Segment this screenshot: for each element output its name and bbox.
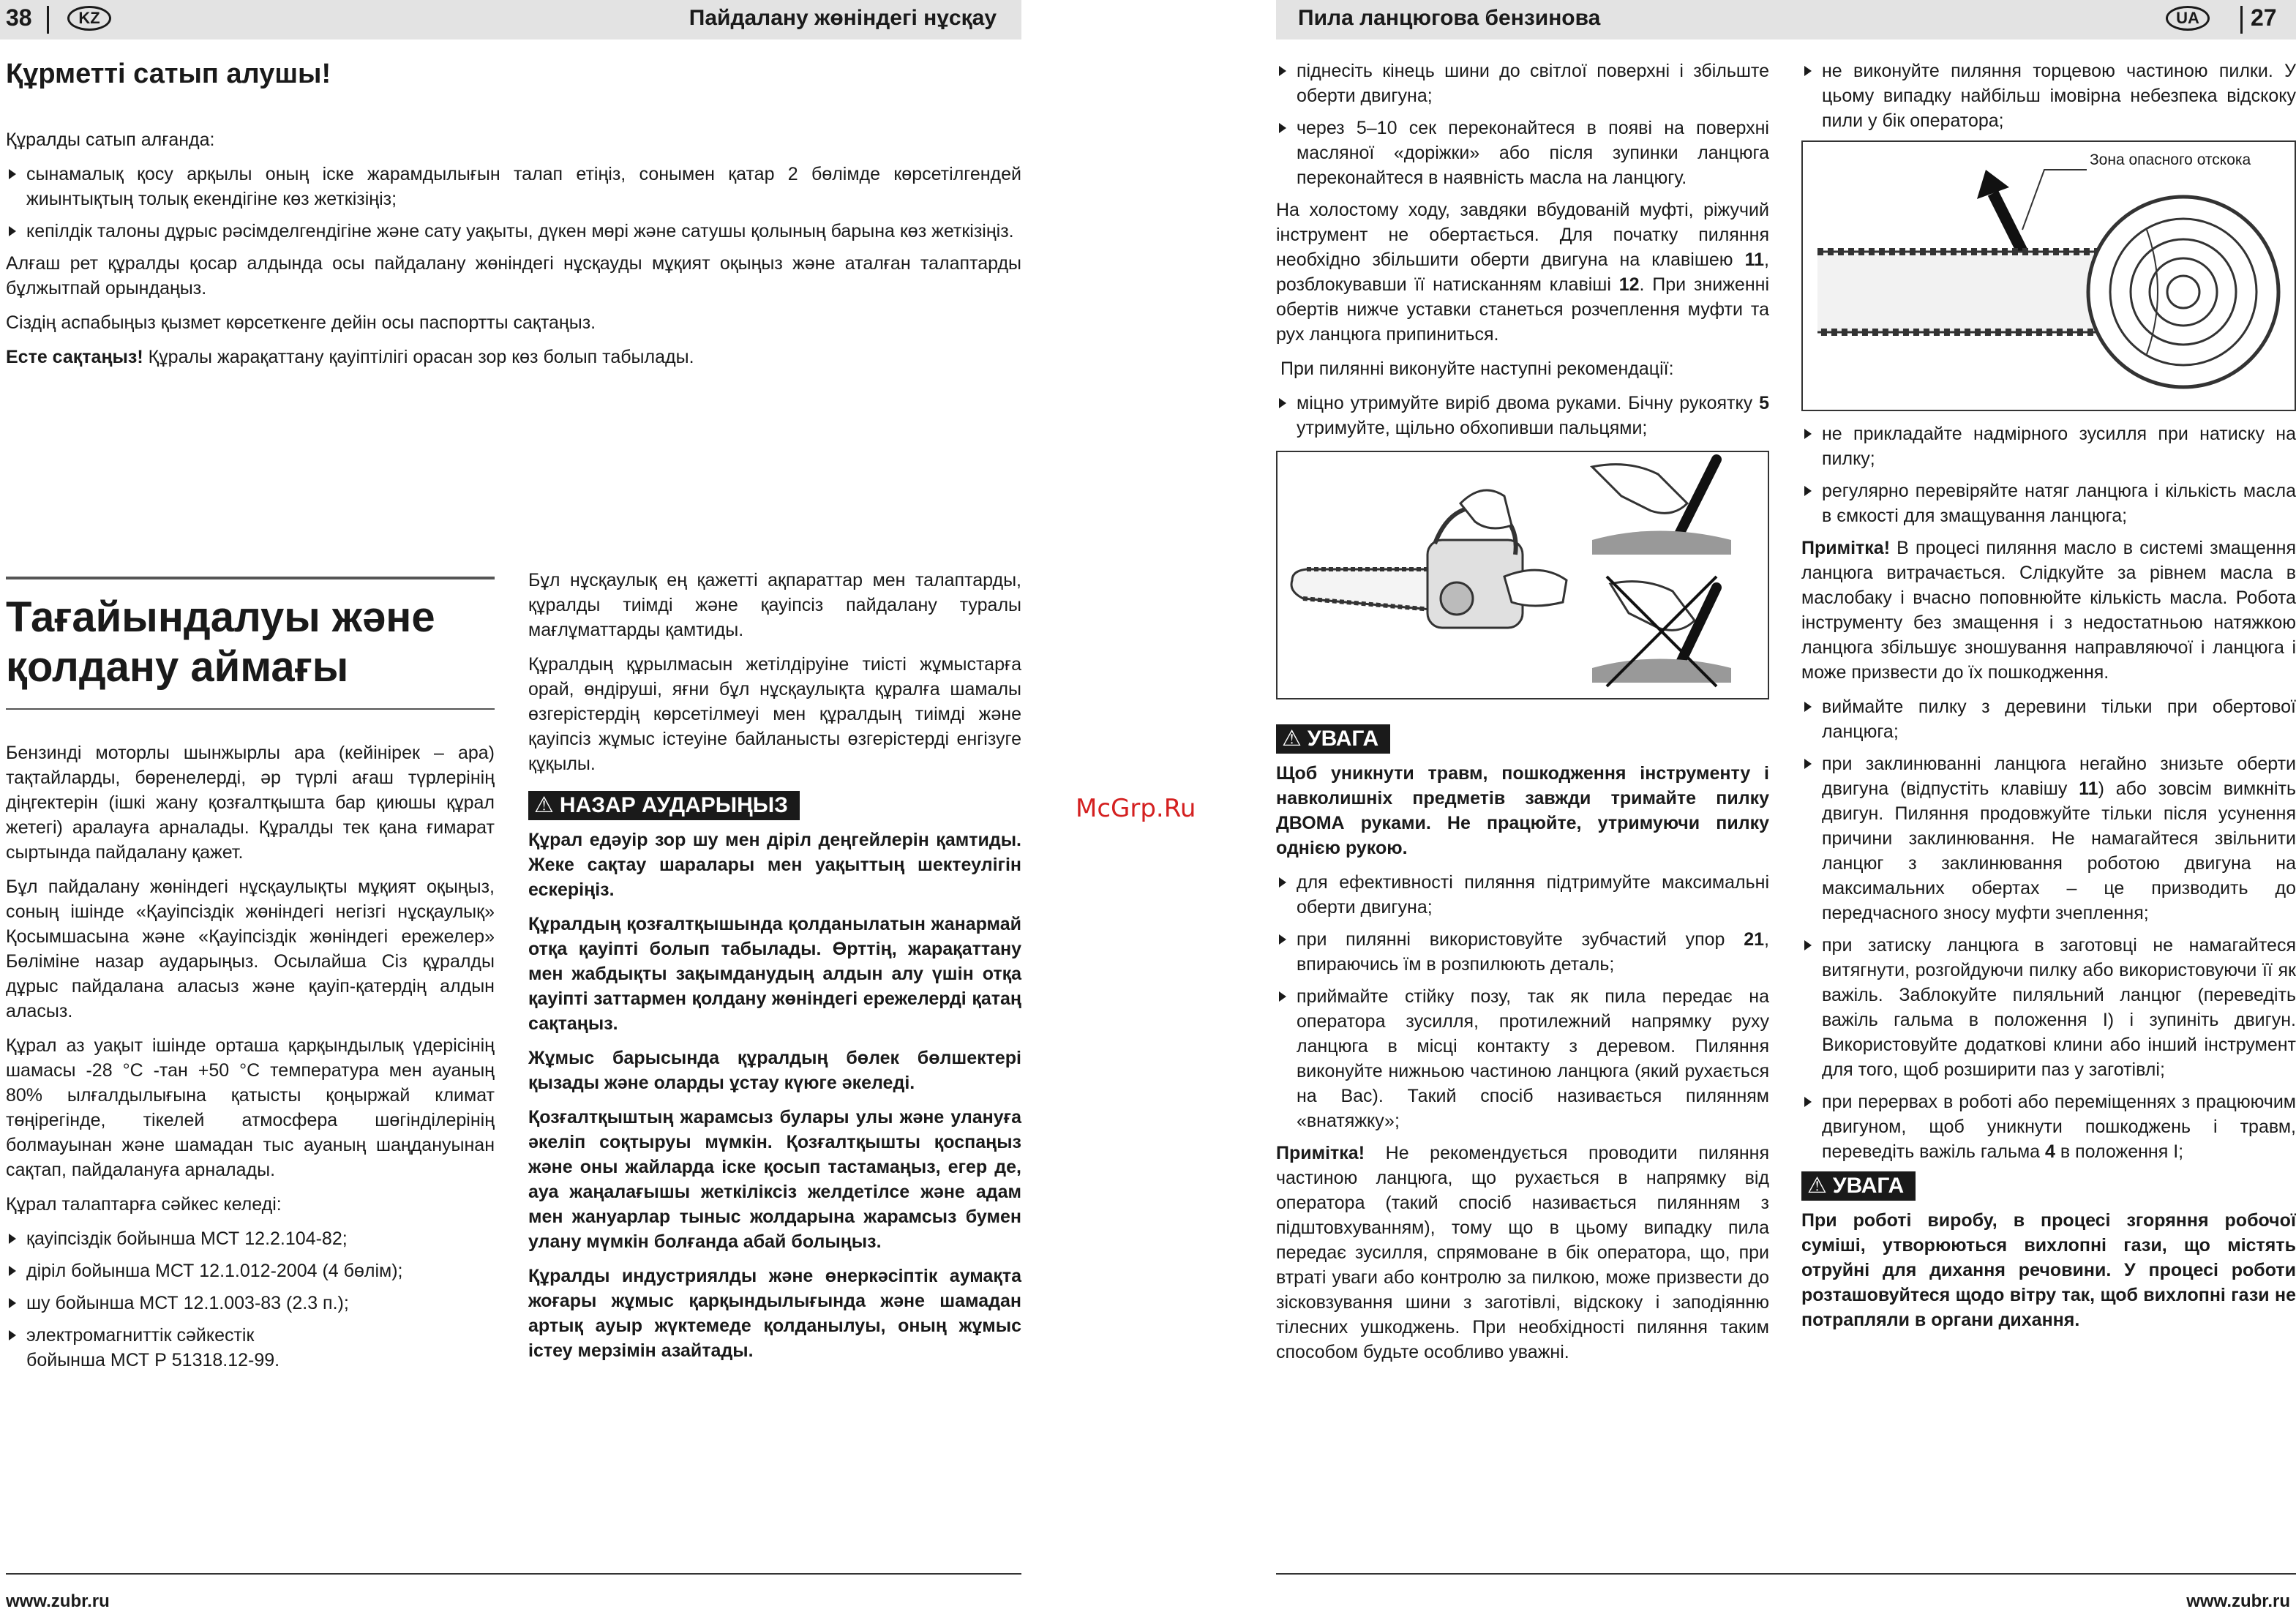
- warning-badge: [528, 791, 800, 820]
- warning-triangle-icon: ⚠: [1282, 727, 1302, 751]
- purpose-paragraph: Құрал аз уақыт ішінде орташа қарқындылық үдерісінің шамасы -28 °C -тан +50 °C температура мен ауаның 80% ылғалдылығына қатысты қоңыржай климат төңірегінде, тікелей атмосфера шөгінділерінің болмауынан және шамадан тыс ауаның шаңдануынан сақтап, пайдалануға арналады.: [6, 1035, 495, 1180]
- left-page-number: 38: [6, 4, 32, 31]
- standard-item: электромагниттік сәйкестік бойынша МСТ Р 51318.12-99.: [6, 1323, 495, 1373]
- text-run: На холостому ходу, завдяки вбудованій муфті, ріжучий інструмент не обертається. Для початку пиляння необхідно збільшити оберти двигуна на клавішею: [1276, 200, 1769, 270]
- section-title-line-2: қолдану аймағы: [6, 643, 349, 691]
- key-ref: 11: [1744, 250, 1765, 270]
- standards-list: [6, 1226, 495, 1373]
- instruction-bullet: виймайте пилку з деревини тільки при обертової ланцюга;: [1801, 694, 2296, 744]
- instruction-bullet: не прикладайте надмірного зусилля при натиску на пилку;: [1801, 421, 2296, 471]
- left-header-title: Пайдалану жөніндегі нұсқау: [689, 6, 997, 30]
- warning-triangle-icon: ⚠: [534, 793, 554, 817]
- warning-badge: [1276, 724, 1390, 754]
- note-text: В процесі пиляння масло в системі змащення ланцюга витрачається. Слідкуйте за рівнем масла в маслобаку і вчасно поповнюйте кількість масла. Робота інструменту без змащення і з недостатньою натяжкою ланцюга збільшує зношування направляючої і ланцюга і може призвести до їх пошкодження.: [1801, 538, 2296, 683]
- warning-badge: [1801, 1171, 1916, 1201]
- left-footer-rule: [6, 1573, 1021, 1575]
- text-run: , впираючись їм в розпилюють деталь;: [1297, 929, 1769, 975]
- jam-list: [1801, 694, 2296, 1164]
- standard-item: қауіпсіздік бойынша МСТ 12.2.104-82;: [6, 1226, 495, 1251]
- note-paragraph: [1801, 536, 2296, 685]
- recommendations-lead: При пилянні виконуйте наступні рекомендації:: [1280, 359, 1674, 379]
- note-label: Примітка!: [1801, 538, 1891, 558]
- left-column-1: [6, 740, 495, 1380]
- section-title: [6, 593, 489, 692]
- intro-list: [6, 162, 1021, 244]
- text-run: утримуйте, щільно обхопивши пальцями;: [1297, 418, 1648, 438]
- instruction-bullet: через 5–10 сек переконайтеся в появі на поверхні масляної «доріжки» або після зупинки ланцюга переконайтеся в наявність масла на ланцюгу.: [1276, 116, 1769, 190]
- instruction-bullet: [1276, 927, 1769, 977]
- left-page-number-divider: [47, 6, 49, 34]
- standard-item: шу бойынша МСТ 12.1.003-83 (2.3 п.);: [6, 1291, 495, 1316]
- note-paragraph: [1276, 1141, 1769, 1365]
- warning-paragraph: Жұмыс барысында құралдың бөлек бөлшектері қызады және оларды ұстау күюге әкеледі.: [528, 1048, 1021, 1093]
- intro-note-label: Есте сақтаңыз!: [6, 347, 143, 367]
- section-rule-top: [6, 577, 495, 579]
- text-run: в положення I;: [2055, 1141, 2184, 1162]
- warning-paragraph: Құралдың қозғалтқышында қолданылатын жанармай отқа қауіпті болып табылады. Өрттің, жарақаттану мен жабдықты зақымданудың алдын алу үшін отқа қауіпті заттармен қолдану жөніндегі ережелерді қатаң сақтаңыз.: [528, 914, 1021, 1034]
- instruction-bullet: [1801, 1089, 2296, 1164]
- text-run: . При зниженні обертів нижче уставки станеться розчеплення муфти та рух ланцюга припиниться.: [1276, 274, 1769, 345]
- kickback-zone-label: Зона опасного отскока: [2090, 151, 2251, 168]
- left-footer-url[interactable]: www.zubr.ru: [6, 1591, 110, 1611]
- grip-list: [1276, 391, 1769, 440]
- instruction-bullet: не виконуйте пиляння торцевою частиною пилки. У цьому випадку найбільш імовірна небезпека відскоку пили у бік оператора;: [1801, 59, 2296, 133]
- endcut-list: [1801, 59, 2296, 133]
- instruction-bullet: піднесіть кінець шини до світлої поверхні і збільште оберти двигуна;: [1276, 59, 1769, 108]
- warning-badge-label: УВАГА: [1832, 1174, 1905, 1198]
- idle-paragraph: [1276, 198, 1769, 347]
- warning-badge-label: НАЗАР АУДАРЫҢЫЗ: [559, 793, 788, 817]
- purpose-paragraph: Бензинді моторлы шынжырлы ара (кейінірек – ара) тақтайларды, бөренелерді, әр түрлі ағаш түрлерінің діңгектерін (ішкі жану қозғалтқышта бар қиюшы құрал жетегі) аралауға арналады. Құралды тек қана ғимарат сыртында пайдалану қажет.: [6, 743, 495, 863]
- key-ref: 4: [2045, 1141, 2055, 1162]
- manual-paragraph: Бұл нұсқаулық ең қажетті ақпараттар мен талаптарды, құралды тиімді және қауіпсіз пайдалану туралы мағлұматтарды қамтиды.: [528, 570, 1021, 640]
- key-ref: 12: [1618, 274, 1640, 295]
- standard-item: діріл бойынша МСТ 12.1.012-2004 (4 бөлім);: [6, 1258, 495, 1283]
- kickback-illustration: [1803, 142, 2295, 410]
- manual-paragraph: Құралдың құрылмасын жетілдіруіне тиісті жұмыстарға орай, өндіруші, яғни бұл нұсқаулықта құралға шамалы өзгерістердің көрсетілмеуі мен құралдың тиімді және қауіпсіз жұмыс істеуіне байланысты өзгерістерді енгізуге құқылы.: [528, 654, 1021, 774]
- instruction-bullet: [1801, 751, 2296, 926]
- right-page-number-divider: [2240, 6, 2243, 34]
- right-footer-url[interactable]: www.zubr.ru: [2186, 1591, 2290, 1611]
- section-title-line-1: Тағайындалуы және: [6, 593, 435, 641]
- warning-triangle-icon: ⚠: [1807, 1174, 1827, 1198]
- kickback-zone-figure: [1801, 140, 2296, 411]
- right-header-title: Пила ланцюгова бензинова: [1298, 6, 1601, 30]
- instruction-bullet: [1276, 391, 1769, 440]
- right-page-number: 27: [2251, 4, 2277, 31]
- warning-paragraph: Құралды индустриялды және өнеркәсіптік аумақта жоғары жұмыс қарқындылығында және шамадан артық ауыр жүктемеде қолданылуы, оның жұмыс істеу мерзімін азайтады.: [528, 1266, 1021, 1361]
- section-rule-bottom: [6, 708, 495, 710]
- warning-paragraph: При роботі виробу, в процесі згоряння робочої суміші, утворюються вихлопні гази, що містять отруйні для дихання речовини. У процесі роботи розташовуйтеся щодо вітру так, щоб вихлопні гази не потрапляли в органи дихання.: [1801, 1210, 2296, 1330]
- text-run: , розблокувавши її натисканням клавіші: [1276, 250, 1769, 295]
- intro-bullet: сынамалық қосу арқылы оның іске жарамдылығын талап етіңіз, сонымен қатар 2 бөлімде көрсетілгендей жиынтықтың толық екендігіне көз жеткізіңіз;: [6, 162, 1021, 211]
- purpose-paragraph: Құрал талаптарға сәйкес келеді:: [6, 1194, 282, 1215]
- intro-paragraph: Сіздің аспабыңыз қызмет көрсеткенге дейін осы паспортты сақтаңыз.: [6, 312, 596, 333]
- left-column-2: [528, 568, 1021, 1373]
- key-ref: 5: [1759, 393, 1769, 413]
- greeting-heading: Құрметті сатып алушы!: [6, 59, 331, 89]
- intro-note: [6, 345, 1021, 369]
- warning-paragraph: Құрал едәуір зор шу мен діріл деңгейлерін қамтиды. Жеке сақтау шаралары мен уақыттың шектеулігін ескеріңіз.: [528, 830, 1021, 900]
- purpose-paragraph: Бұл пайдалану жөніндегі нұсқаулықты мұқият оқыңыз, соның ішінде «Қауіпсіздік жөніндегі негізгі нұсқаулық» Қосымшасына және «Қауіпсіздік жөніндегі ережелер» Бөліміне назар аударыңыз. Осылайша Сіз құралды дұрыс пайдалана аласыз және қауіп-қатердің алдын аласыз.: [6, 877, 495, 1021]
- text-run: ) або зовсім вимкніть двигун. Пиляння продовжуйте тільки після усунення причини заклинювання. Не намагайтеся звільнити ланцюг з заклинювання роботою двигуна на максимальних обертах – це призводить до передчасного зносу муфти зчеплення;: [1822, 779, 2296, 923]
- note-text: Не рекомендується проводити пиляння частиною ланцюга, що рухається в напрямку від оператора (такий спосіб називається пилянням з підштовхуванням), тому що в цьому випадку пила передає зусилля, спрямоване в бік оператора, що, при втраті уваги або контролю за пилкою, може призвести до зісковзування шини з заготівлі, відскоку і заподіянню тілесних ушкоджень. При необхідності пиляння таким способом будьте особливо уважні.: [1276, 1143, 1769, 1362]
- text-run: при пилянні використовуйте зубчастий упор: [1297, 929, 1744, 950]
- warning-badge-label: УВАГА: [1307, 727, 1379, 751]
- text-run: при заклинюванні ланцюга негайно знизьте оберти двигуна (відпустіть клавішу: [1822, 754, 2296, 799]
- right-footer-rule: [1276, 1573, 2296, 1575]
- instruction-bullet: приймайте стійку позу, так як пила передає на оператора зусилля, протилежний напрямку руху ланцюга в місці контакту з деревом. Пиляння виконуйте нижньою частиною ланцюга (який рухається на Вас). Такий спосіб називається пилянням «внатяжку»;: [1276, 984, 1769, 1133]
- instruction-bullet: для ефективності пиляння підтримуйте максимальні оберти двигуна;: [1276, 870, 1769, 920]
- pressure-list: [1801, 421, 2296, 528]
- text-run: міцно утримуйте виріб двома руками. Бічну рукоятку: [1297, 393, 1760, 413]
- note-label: Примітка!: [1276, 1143, 1365, 1163]
- left-lang-badge: KZ: [67, 6, 111, 31]
- intro-lead: Құралды сатып алғанда:: [6, 130, 215, 150]
- two-hands-figure: [1276, 451, 1769, 699]
- oil-check-list: [1276, 59, 1769, 190]
- sawing-list: [1276, 870, 1769, 1133]
- right-lang-badge: UA: [2166, 6, 2210, 31]
- chainsaw-grip-illustration: [1278, 452, 1768, 698]
- intro-note-text: Құралы жарақаттану қауіптілігі орасан зор көз болып табылады.: [143, 347, 694, 367]
- key-ref: 11: [2079, 779, 2098, 799]
- intro-paragraph: Алғаш рет құралды қосар алдында осы пайдалану жөніндегі нұсқауды мұқият оқыңыз және аталған талаптарды бұлжытпай орындаңыз.: [6, 253, 1021, 299]
- watermark-text: McGrp.Ru: [1076, 794, 1196, 823]
- warning-paragraph: Қозғалтқыштың жарамсыз булары улы және улануға әкеліп соқтыруы мүмкін. Қозғалтқышты қоспаңыз және оны жайларда іске қосып тастамаңыз, егер де, ауа жаңалағышы жеткіліксіз желдетілсе және адам мен жануарлар тыныс жолдарына жарамсыз бумен улану мүмкін болғанда абай болыңыз.: [528, 1107, 1021, 1252]
- right-column-2: [1801, 59, 2296, 1342]
- intro-bullet: кепілдік талоны дұрыс рәсімделгендігіне және сату уақыты, дүкен мөрі және сатушы қолының барына көз жеткізіңіз.: [6, 219, 1021, 244]
- key-ref: 21: [1744, 929, 1765, 950]
- text-run: при перервах в роботі або переміщеннях з працюючим двигуном, щоб уникнути пошкоджень і травм, переведіть важіль гальма: [1822, 1092, 2296, 1162]
- warning-paragraph: Щоб уникнути травм, пошкодження інструменту і навколишніх предметів завжди тримайте пилку ДВОМА руками. Не працюйте, утримуючи пилку однією рукою.: [1276, 763, 1769, 858]
- right-column-1: [1276, 59, 1769, 1374]
- instruction-bullet: при затиску ланцюга в заготовці не намагайтеся витягнути, розгойдуючи пилку або використовуючи її як важіль. Заблокуйте пиляльний ланцюг (переведіть важіль гальма в положення I) і зупиніть двигун. Використовуйте додаткові клини або інший інструмент для того, щоб розширити паз у заготівлі;: [1801, 933, 2296, 1082]
- intro-block: [6, 127, 1021, 379]
- instruction-bullet: регулярно перевіряйте натяг ланцюга і кількість масла в ємкості для змащування ланцюга;: [1801, 479, 2296, 528]
